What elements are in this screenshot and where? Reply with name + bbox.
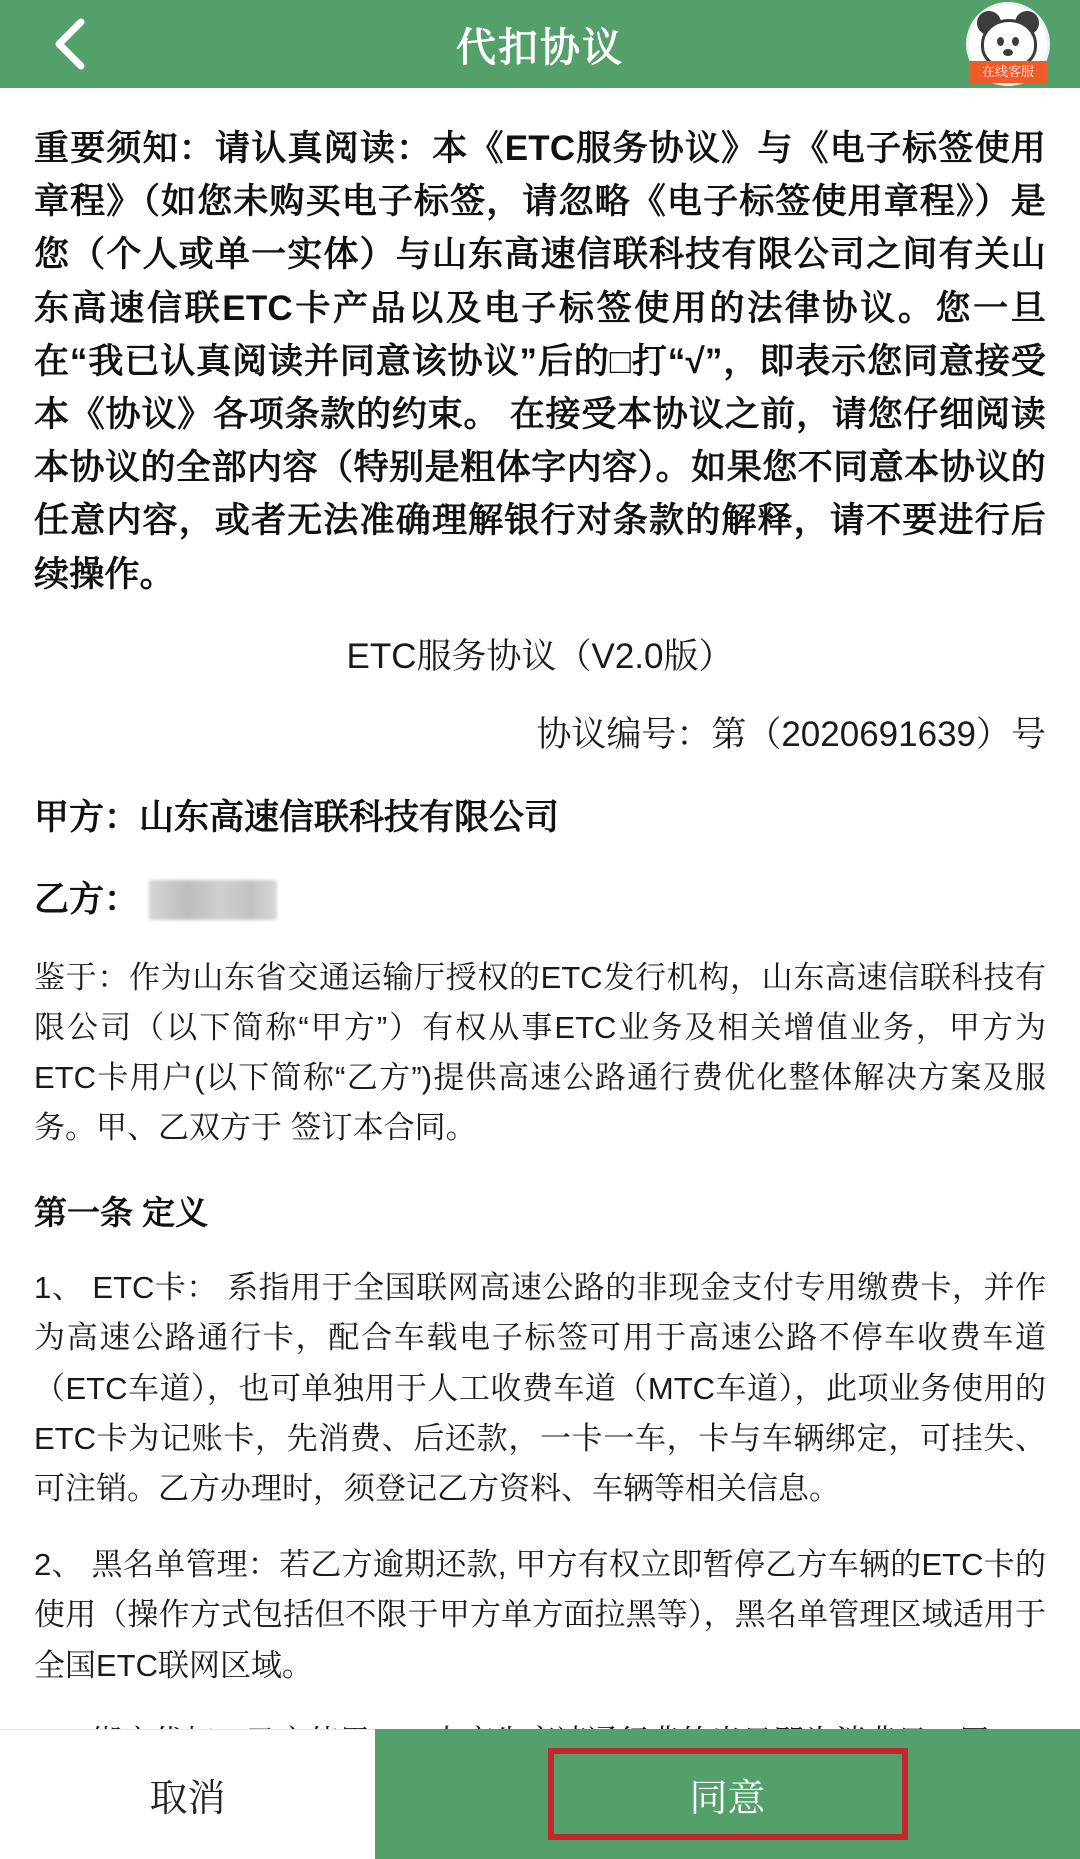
clause-2-paragraph: 2、 黑名单管理：若乙方逾期还款, 甲方有权立即暂停乙方车辆的ETC卡的使用（操作方式包括但不限于甲方单方面拉黑等），黑名单管理区域适用于全国ETC联网区域。	[34, 1547, 1046, 1683]
action-bar	[0, 1729, 1080, 1859]
agree-button-area	[375, 1729, 1080, 1859]
agreement-number: 协议编号：第（2020691639）号	[536, 715, 1046, 755]
clause-1-paragraph: 1、 ETC卡： 系指用于全国联网高速公路的非现金支付专用缴费卡，并作为高速公路通行卡，配合车载电子标签可用于高速公路不停车收费车道（ETC车道），也可单独用于人工收费车道（MTC车道），此项业务使用的ETC卡为记账卡，先消费、后还款，一卡一车，卡与车辆绑定，可挂失、可注销。乙方办理时，须登记乙方资料、车辆等相关信息。	[34, 1270, 1046, 1506]
back-button[interactable]	[44, 17, 98, 71]
party-a-value: 山东高速信联科技有限公司	[139, 797, 560, 837]
agreement-scroll-area[interactable]	[0, 88, 1080, 1729]
online-service-button[interactable]	[966, 2, 1050, 86]
page-title: 代扣协议	[456, 25, 624, 70]
cancel-button[interactable]: 取消	[0, 1729, 375, 1859]
recital-paragraph: 鉴于：作为山东省交通运输厅授权的ETC发行机构，山东高速信联科技有限公司（以下简称“甲方”）有权从事ETC业务及相关增值业务，甲方为ETC卡用户(以下简称“乙方”)提供高速公路通行费优化整体解决方案及服务。甲、乙双方于 签订本合同。	[34, 959, 1046, 1146]
party-a-row	[34, 792, 1046, 845]
agree-button[interactable]: 同意	[548, 1748, 908, 1840]
agreement-title: ETC服务协议（V2.0版）	[346, 636, 734, 676]
party-b-redacted-value	[149, 880, 277, 920]
party-a-label: 甲方：	[34, 797, 140, 837]
party-b-label: 乙方：	[34, 880, 140, 920]
app-header	[0, 0, 1080, 88]
chevron-left-icon	[51, 16, 91, 72]
party-b-row	[34, 874, 1046, 927]
online-service-label: 在线客服	[969, 61, 1047, 83]
important-notice-text: 重要须知：请认真阅读：本《ETC服务协议》与《电子标签使用章程》（如您未购买电子标签，请忽略《电子标签使用章程》）是您（个人或单一实体）与山东高速信联科技有限公司之间有关山东高速信联ETC卡产品以及电子标签使用的法律协议。您一旦在“我已认真阅读并同意该协议”后的□打“√”，即表示您同意接受本《协议》各项条款的约束。 在接受本协议之前，请您仔细阅读本协议的全部内容（特别是粗体字内容）。如果您不同意本协议的任意内容，或者无法准确理解银行对条款的解释，请不要进行后续操作。	[34, 129, 1046, 594]
section-1-heading: 第一条 定义	[34, 1193, 209, 1231]
